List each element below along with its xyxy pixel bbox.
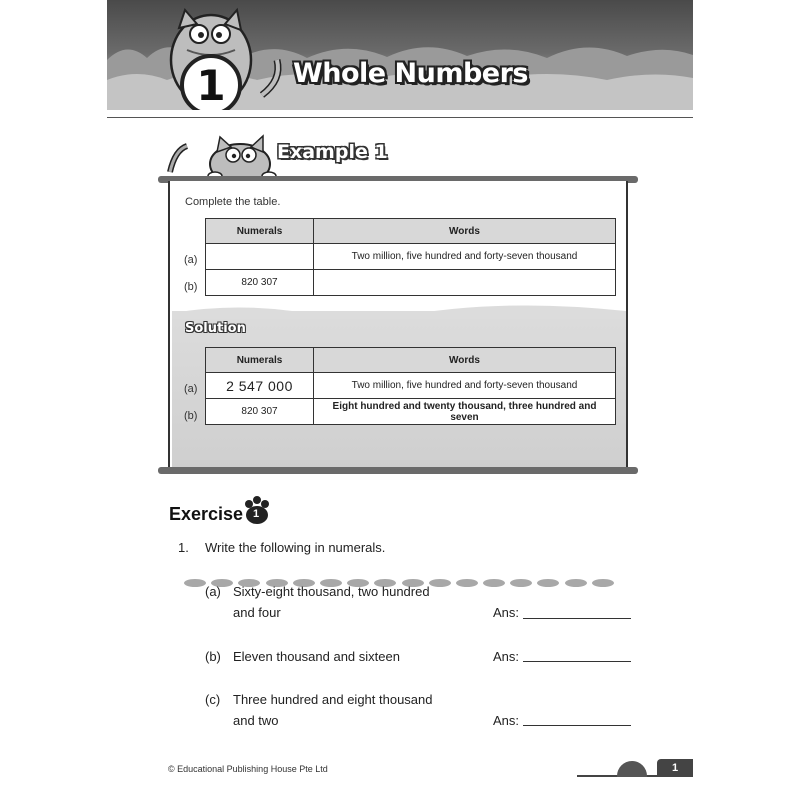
mouse-icon [617, 761, 647, 777]
question-text: Write the following in numerals. [205, 540, 386, 555]
answer-line-a[interactable] [523, 604, 631, 619]
words-header: Words [314, 219, 616, 244]
table-row: 820 307 Eight hundred and twenty thousand, three hundred and seven [206, 399, 616, 425]
example-box [168, 181, 628, 471]
answer-label: Ans: [493, 605, 520, 620]
paw-badge-number: 1 [253, 508, 260, 520]
solution-table [205, 347, 616, 425]
page-number: 1 [657, 759, 693, 777]
example-bottom-rail [158, 467, 638, 474]
question-number: 1. [178, 540, 189, 555]
solution-label: Solution [185, 321, 246, 336]
table-row: Two million, five hundred and forty-seven thousand [206, 244, 616, 270]
example-title: Example 1 [277, 141, 388, 163]
answer-label: Ans: [493, 713, 520, 728]
question-row-labels: (a) (b) [184, 254, 198, 293]
numerals-header: Numerals [206, 219, 314, 244]
worksheet-page: 1 Whole Numbers Example 1 Complete the table. (a) (b) Numerals Words Two million, five hundred and forty-seven thousand 820 307 Solution (a) (b) Numerals Words 2 547 000 Two million, five hundred and forty-seven thousand 820 307 Eight hundred and twenty thousand, three hundred and seven Exercise 1 1. Write the following in numerals. (a) Sixty-eight thousand, two hundred and four Ans: (b) Eleven thousand and sixteen Ans: (c) Three hundred and eight thousand and two Ans: © Educational Publishing House Pte Ltd 1 [107, 0, 693, 800]
chapter-title: Whole Numbers [293, 58, 528, 89]
chapter-banner [107, 0, 693, 118]
paw-badge-icon [242, 496, 272, 526]
chapter-number-badge: 1 [180, 54, 242, 116]
table-row: 2 547 000 Two million, five hundred and forty-seven thousand [206, 373, 616, 399]
answer-label: Ans: [493, 649, 520, 664]
table-row: 820 307 [206, 270, 616, 296]
peeking-cat-icon [165, 132, 285, 182]
numerals-header: Numerals [206, 348, 314, 373]
solution-row-labels: (a) (b) [184, 383, 198, 422]
question-table [205, 218, 616, 296]
exercise-title: Exercise [169, 504, 244, 524]
answer-line-b[interactable] [523, 647, 631, 662]
copyright-text: © Educational Publishing House Pte Ltd [168, 764, 328, 774]
example-instruction: Complete the table. [185, 196, 281, 208]
words-header: Words [314, 348, 616, 373]
answer-line-c[interactable] [523, 711, 631, 726]
page-number-tab [577, 759, 693, 777]
